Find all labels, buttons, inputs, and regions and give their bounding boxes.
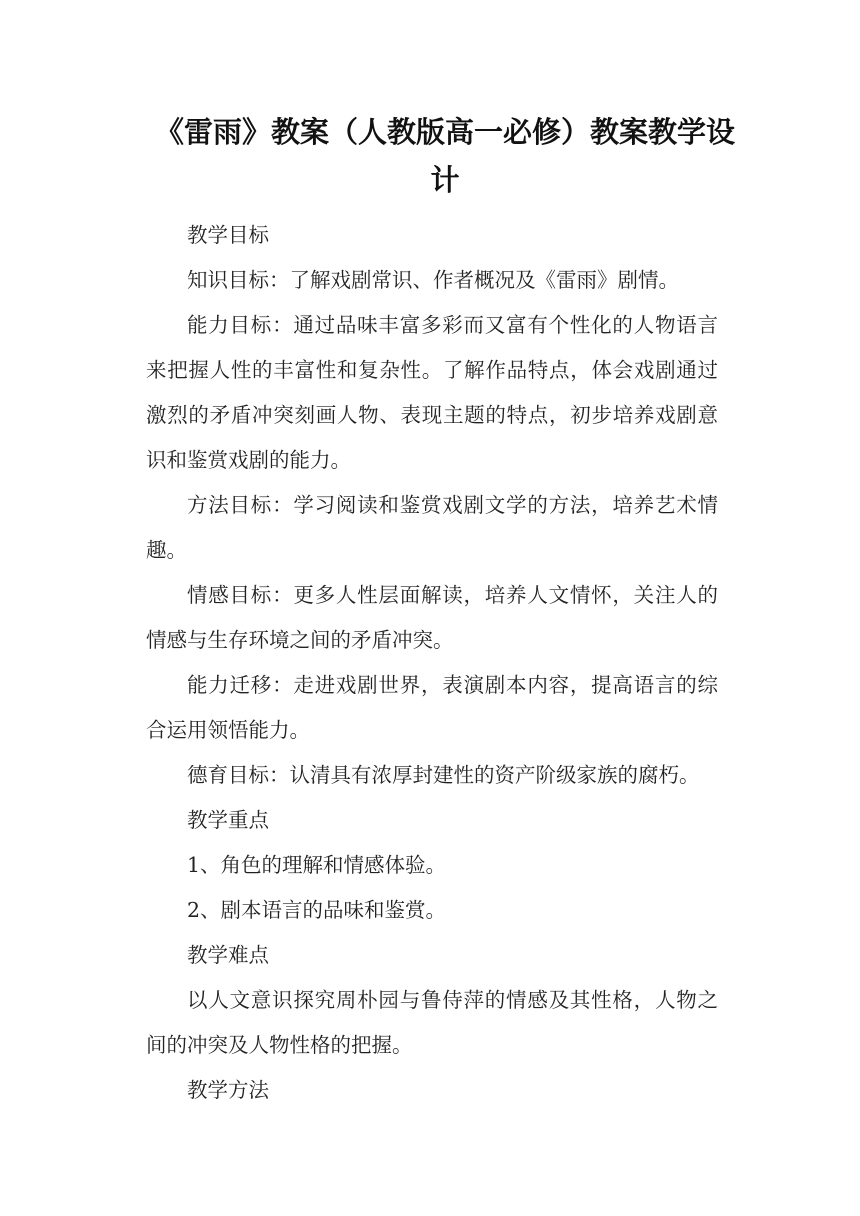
- list-item-key-point-2: 2、剧本语言的品味和鉴赏。: [187, 898, 447, 922]
- paragraph-emotion-goal: 情感目标：更多人性层面解读，培养人文情怀，关注人的情感与生存环境之间的矛盾冲突。: [146, 583, 718, 652]
- paragraph-knowledge-goal: 知识目标：了解戏剧常识、作者概况及《雷雨》剧情。: [187, 268, 679, 292]
- paragraph-ability-goal: 能力目标：通过品味丰富多彩而又富有个性化的人物语言来把握人性的丰富性和复杂性。了解作品特点，体会戏剧通过激烈的矛盾冲突刻画人物、表现主题的特点，初步培养戏剧意识和鉴赏戏剧的能力。: [146, 313, 718, 472]
- paragraph-method-goal: 方法目标：学习阅读和鉴赏戏剧文学的方法，培养艺术情趣。: [146, 493, 718, 562]
- heading-difficulties: 教学难点: [187, 943, 269, 967]
- heading-teaching-goals: 教学目标: [187, 223, 269, 247]
- heading-key-points: 教学重点: [187, 808, 269, 832]
- list-item-key-point-1: 1、角色的理解和情感体验。: [187, 853, 447, 877]
- paragraph-difficulty: 以人文意识探究周朴园与鲁侍萍的情感及其性格，人物之间的冲突及人物性格的把握。: [146, 988, 718, 1057]
- paragraph-moral-goal: 德育目标：认清具有浓厚封建性的资产阶级家族的腐朽。: [187, 763, 700, 787]
- document-body: [146, 213, 718, 1113]
- document-title: 《雷雨》教案（人教版高一必修）教案教学设计: [154, 115, 735, 197]
- paragraph-ability-transfer: 能力迁移：走进戏剧世界，表演剧本内容，提高语言的综合运用领悟能力。: [146, 673, 718, 742]
- heading-teaching-methods: 教学方法: [187, 1078, 269, 1102]
